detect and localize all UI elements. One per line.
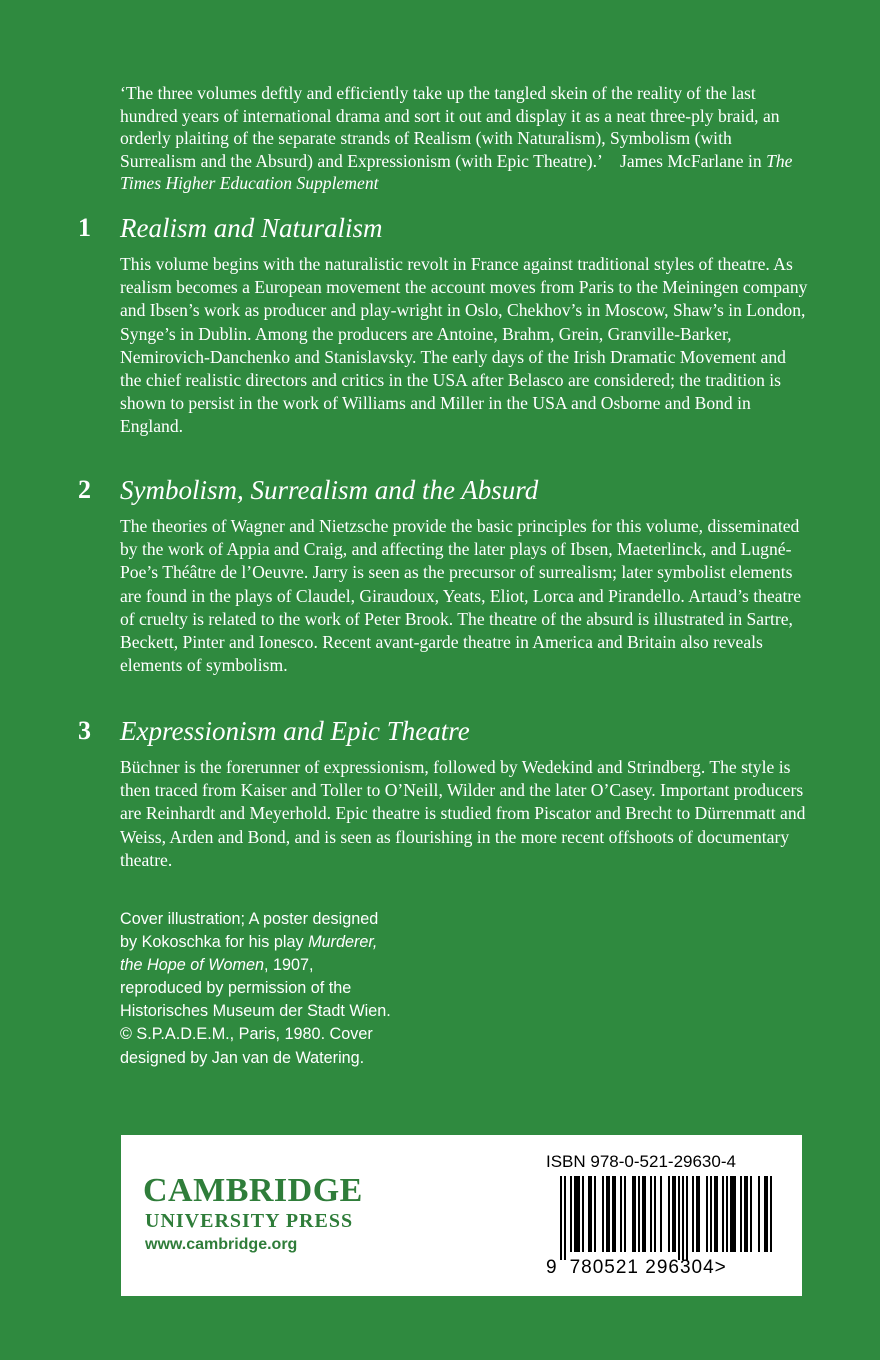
barcode-bar [570, 1176, 572, 1252]
quote-source: The Times Higher Education Supplement [120, 150, 793, 194]
review-quote [120, 82, 810, 195]
barcode-digits-group1: 780521 [569, 1257, 639, 1278]
section-number: 3 [78, 716, 91, 745]
section-body: The theories of Wagner and Nietzsche provide the basic principles for this volume, disseminated by the work of Appia and Craig, and affecting the later plays of Ibsen, Maeterlinck, and Lugné-Poe’s Théâtre de l’Oeuvre. Jarry is seen as the precursor of surrealism; later symbolist elements are found in the plays of Claudel, Giraudoux, Yeats, Eliot, Lorca and Pirandello. Artaud’s theatre of cruelty is related to the work of Peter Brook. The theatre of the absurd is illustrated in Sartre, Beckett, Pinter and Ionesco. Recent avant-garde theatre in America and Britain also reveals elements of symbolism. [120, 516, 802, 676]
publisher-subname: UNIVERSITY PRESS [145, 1210, 354, 1232]
barcode-bar [564, 1176, 566, 1260]
section-number: 1 [78, 213, 91, 242]
barcode-bar [582, 1176, 584, 1252]
barcode-bar [574, 1176, 580, 1252]
barcode-bar [620, 1176, 622, 1252]
barcode-bar [642, 1176, 646, 1252]
barcode-bar [686, 1176, 688, 1260]
barcode-bar [692, 1176, 694, 1252]
barcode-bar [696, 1176, 700, 1252]
barcode-digits-end: > [714, 1257, 727, 1278]
barcode-bar [706, 1176, 708, 1252]
quote-author: James McFarlane in [620, 150, 762, 171]
barcode-bar [740, 1176, 742, 1252]
publisher-logo: CAMBRIDGE [143, 1172, 363, 1209]
barcode-bar [606, 1176, 610, 1252]
barcode-bar [594, 1176, 596, 1252]
barcode-bar [624, 1176, 626, 1252]
section-body: Büchner is the forerunner of expressionism, followed by Wedekind and Strindberg. The style is then traced from Kaiser and Toller to O’Neill, Wilder and the later O’Casey. Important producers are Reinhardt and Meyerhold. Epic theatre is studied from Piscator and Brecht to Dürrenmatt and Weiss, Arden and Bond, and is seen as flourishing in the more recent offshoots of documentary theatre. [120, 757, 806, 870]
barcode-bar [638, 1176, 640, 1252]
barcode-bar [678, 1176, 680, 1260]
barcode-bar [632, 1176, 636, 1252]
barcode-bar [612, 1176, 616, 1252]
quote-text: ‘The three volumes deftly and efficiently take up the tangled skein of the reality of the last hundred years of international drama and sort it out and display it as a neat three-ply braid, an orderly plaiting of the separate strands of Realism (with Naturalism), Symbolism (with Surrealism and the Absurd) and Expressionism (with Epic Theatre).’ [120, 83, 780, 171]
barcode-bar [560, 1176, 562, 1260]
section-body: This volume begins with the naturalistic revolt in France against traditional styles of theatre. As realism becomes a European movement the account moves from Paris to the Meiningen company and Ibsen’s work as producer and play-wright in Oslo, Chekhov’s in Moscow, Shaw’s in London, Synge’s in Dublin. Among the producers are Antoine, Brahm, Grein, Granville-Barker, Nemirovich-Danchenko and Stanislavsky. The early days of the Irish Dramatic Movement and the chief realistic directors and critics in the USA after Belasco are considered; the tradition is shown to persist in the work of Williams and Miller in the USA and Osborne and Bond in England. [120, 254, 808, 437]
barcode-bar [710, 1176, 712, 1252]
barcode-bar [750, 1176, 752, 1252]
barcode-bar [602, 1176, 604, 1252]
barcode-bar [714, 1176, 718, 1252]
barcode-bar [660, 1176, 662, 1252]
barcode-icon [546, 1176, 774, 1260]
barcode-bar [668, 1176, 670, 1252]
barcode-digit-first: 9 [546, 1257, 558, 1278]
barcode-bar [758, 1176, 760, 1252]
credits-suffix: , 1907, reproduced by permission of the Historisches Museum der Stadt Wien. © S.P.A.D.E.M., Paris, 1980. Cover designed by Jan van de Watering. [120, 956, 391, 1067]
section-title: Expressionism and Epic Theatre [120, 716, 470, 746]
barcode-bar [744, 1176, 748, 1252]
isbn-label: ISBN 978-0-521-29630-4 [546, 1152, 736, 1171]
cover-credits [120, 908, 395, 1070]
barcode-digits [546, 1257, 727, 1279]
barcode-bar [654, 1176, 656, 1252]
barcode-bar [682, 1176, 684, 1260]
barcode-bar [770, 1176, 772, 1252]
barcode-bar [726, 1176, 728, 1252]
section-title: Symbolism, Surrealism and the Absurd [120, 475, 539, 505]
publisher-panel [121, 1135, 802, 1296]
section-number: 2 [78, 475, 91, 504]
barcode-bar [672, 1176, 676, 1252]
section-title: Realism and Naturalism [120, 213, 383, 243]
barcode-bar [730, 1176, 736, 1252]
barcode-bar [588, 1176, 592, 1252]
credits-play-title: Murderer, the Hope of Women [120, 933, 378, 975]
publisher-url: www.cambridge.org [145, 1236, 298, 1253]
barcode-bar [650, 1176, 652, 1252]
credits-prefix: Cover illustration; A poster designed by Kokoschka for his play [120, 910, 379, 952]
barcode-bar [722, 1176, 724, 1252]
barcode-bar [764, 1176, 768, 1252]
barcode-digits-group2: 296304 [645, 1257, 715, 1278]
